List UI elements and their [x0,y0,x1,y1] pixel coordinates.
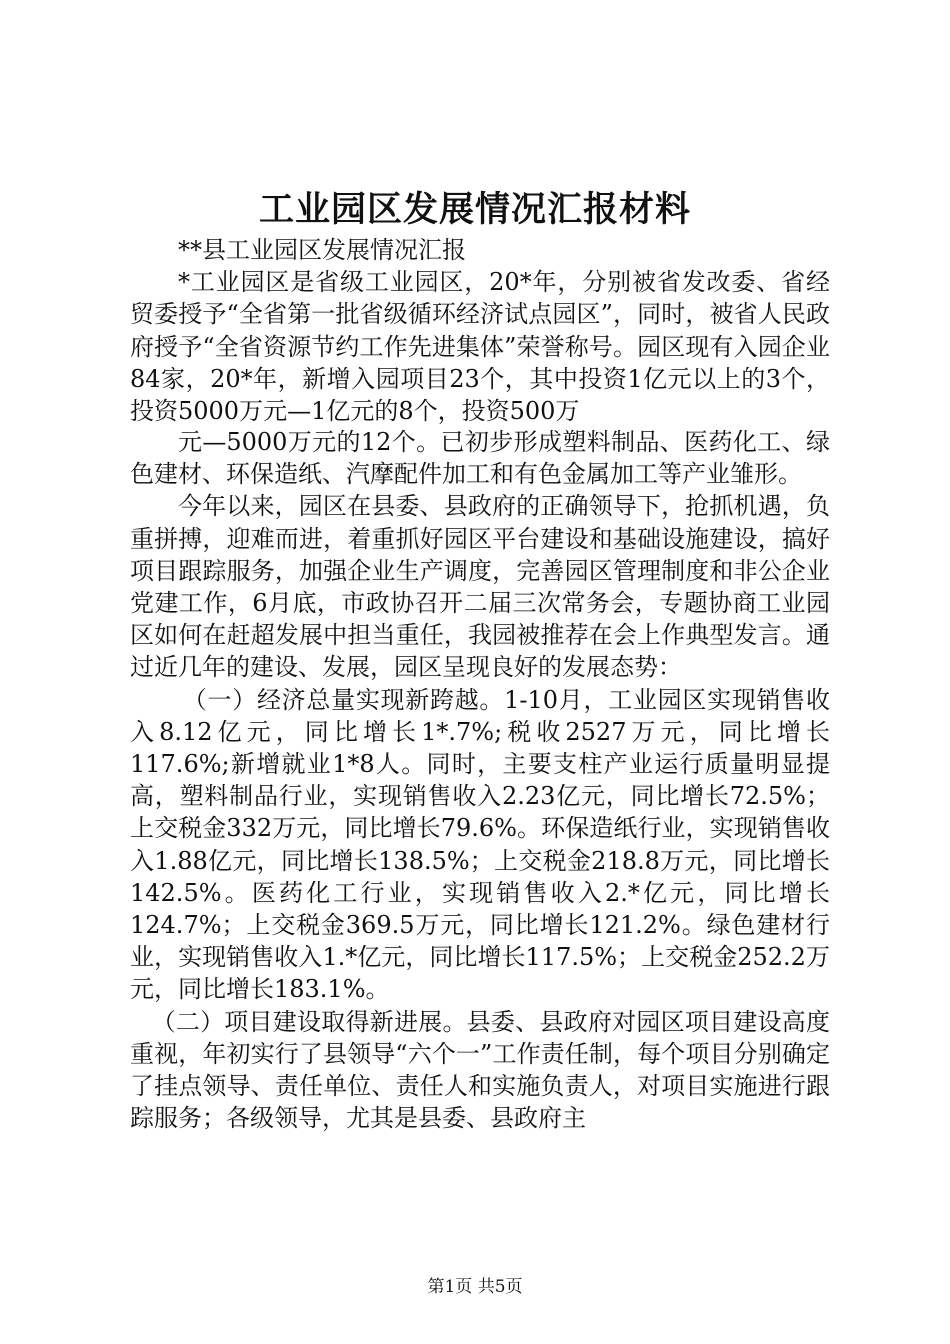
page-footer: 第1页 共5页 [427,1277,523,1297]
document-title: 工业园区发展情况汇报材料 [258,189,691,230]
paragraph-intro: *工业园区是省级工业园区，20*年，分别被省发改委、省经贸委授予“全省第一批省级循环经济试点园区”，同时，被省人民政府授予“全省资源节约工作先进集体”荣誉称号。园区现有入园企业84家，20*年，新增入园项目23个，其中投资1亿元以上的3个，投资5000万元—1亿元的8个，投资500万 [130,268,830,426]
paragraph-section-1: （一）经济总量实现新跨越。1-10月，工业园区实现销售收入8.12亿元，同比增长1*.7%;税收2527万元，同比增长117.6%;新增就业1*8人。同时，主要支柱产业运行质量明显提高，塑料制品行业，实现销售收入2.23亿元，同比增长72.5%；上交税金332万元，同比增长79.6%。环保造纸行业，实现销售收入1.88亿元，同比增长138.5%；上交税金218.8万元，同比增长142.5%。医药化工行业，实现销售收入2.*亿元，同比增长124.7%；上交税金369.5万元，同比增长121.2%。绿色建材行业，实现销售收入1.*亿元，同比增长117.5%；上交税金252.2万元，同比增长183.1%。 [130,685,830,1004]
body-block-lower [130,426,830,1134]
paragraph-section-2: （二）项目建设取得新进展。县委、县政府对园区项目建设高度重视，年初实行了县领导“六个一”工作责任制，每个项目分别确定了挂点领导、责任单位、责任人和实施负责人，对项目实施进行跟踪服务；各级领导，尤其是县委、县政府主 [130,1007,830,1133]
paragraph-intro-continued: 元—5000万元的12个。已初步形成塑料制品、医药化工、绿色建材、环保造纸、汽摩配件加工和有色金属加工等产业雏形。 [130,428,830,489]
paragraph-overview: 今年以来，园区在县委、县政府的正确领导下，抢抓机遇，负重拼搏，迎难而进，着重抓好园区平台建设和基础设施建设，搞好项目跟踪服务，加强企业生产调度，完善园区管理制度和非公企业党建工作，6月底，市政协召开二届三次常务会，专题协商工业园区如何在赶超发展中担当重任，我园被推荐在会上作典型发言。通过近几年的建设、发展，园区呈现良好的发展态势： [130,492,830,682]
body-block-upper [130,234,830,427]
document-subtitle: **县工业园区发展情况汇报 [178,236,466,264]
